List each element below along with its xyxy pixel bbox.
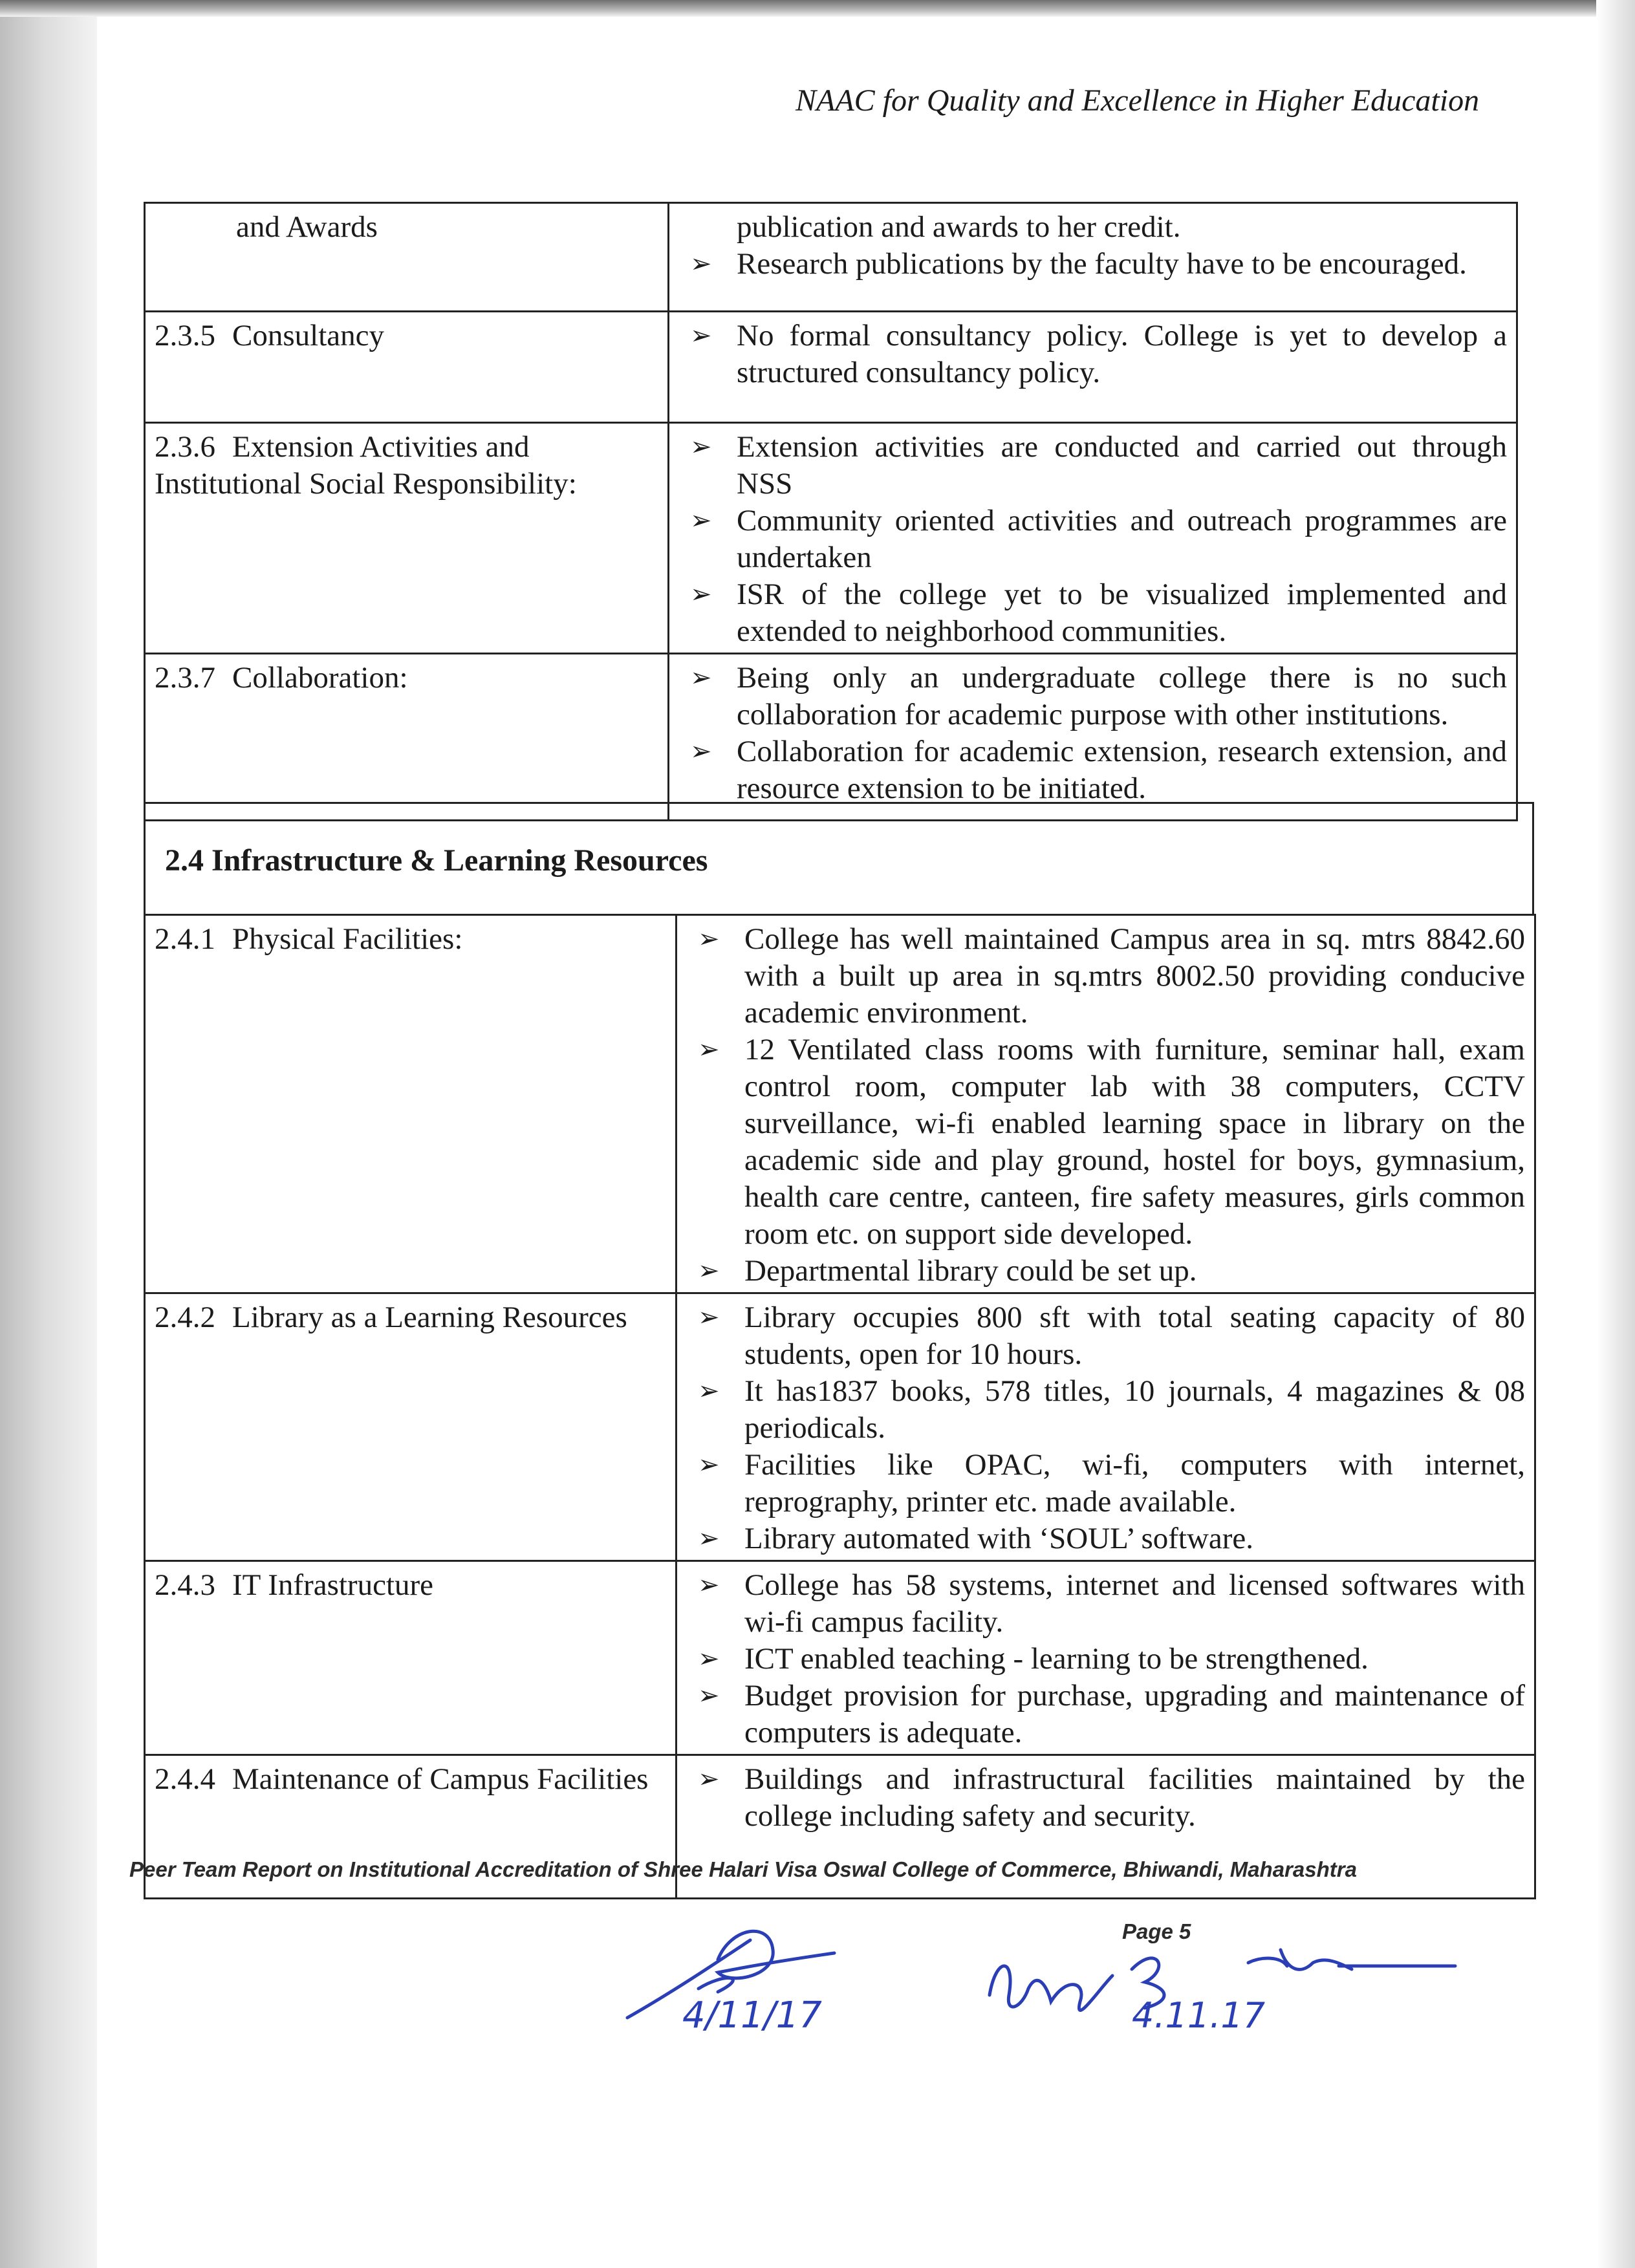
- list-item: [686, 1447, 1525, 1520]
- criterion-label: Extension Activities and Institutional Social Responsibility:: [155, 430, 577, 501]
- bullet-arrow-icon: ➢: [690, 321, 712, 351]
- criterion-number: 2.4.1: [155, 922, 215, 956]
- observation-cell: [669, 654, 1517, 821]
- table-row: [145, 1561, 1535, 1755]
- observation-list: [686, 1299, 1525, 1557]
- list-item-text: Budget provision for purchase, upgrading and maintenance of computers is adequate.: [744, 1679, 1525, 1749]
- table-row: [145, 312, 1517, 423]
- bullet-arrow-icon: ➢: [690, 432, 712, 462]
- list-item: [686, 1761, 1525, 1835]
- list-item: [678, 576, 1507, 650]
- table-row: [145, 1293, 1535, 1561]
- bullet-arrow-icon: ➢: [698, 1256, 720, 1286]
- criterion-label-cell: [145, 203, 669, 312]
- observation-list: [678, 429, 1507, 650]
- scan-binding-shadow: [0, 0, 97, 2268]
- bullet-arrow-icon: ➢: [698, 1644, 720, 1674]
- table1: [144, 202, 1518, 821]
- criterion-number: 2.4.4: [155, 1762, 215, 1796]
- list-item: [678, 502, 1507, 576]
- criterion-label: Maintenance of Campus Facilities: [232, 1762, 649, 1796]
- criterion-label: Collaboration:: [232, 661, 408, 695]
- criterion-number: 2.3.6: [155, 430, 215, 464]
- bullet-arrow-icon: ➢: [698, 1302, 720, 1332]
- list-item: [686, 1520, 1525, 1557]
- section-title: 2.4 Infrastructure & Learning Resources: [165, 843, 708, 878]
- bullet-arrow-icon: ➢: [690, 249, 712, 279]
- list-item: [686, 1567, 1525, 1641]
- scan-right-edge: [1596, 0, 1635, 2268]
- table-criterion-2-4: [144, 914, 1534, 1853]
- bullet-arrow-icon: ➢: [698, 1681, 720, 1711]
- list-item: [678, 660, 1507, 733]
- list-item-text: Facilities like OPAC, wi-fi, computers with internet, reprography, printer etc. made available.: [744, 1448, 1525, 1518]
- page-number: Page 5: [1122, 1919, 1191, 1943]
- criterion-label: and Awards: [236, 210, 378, 244]
- observation-list: [686, 1761, 1525, 1835]
- observation-cell: [677, 1561, 1535, 1755]
- bullet-arrow-icon: ➢: [690, 737, 712, 766]
- bullet-arrow-icon: ➢: [698, 1450, 720, 1480]
- criterion-label: Consultancy: [232, 319, 384, 352]
- list-item-text: Library automated with ‘SOUL’ software.: [744, 1522, 1254, 1555]
- list-item: [678, 733, 1507, 807]
- criterion-label-cell: [145, 915, 677, 1293]
- list-item-text: College has 58 systems, internet and licensed softwares with wi-fi campus facility.: [744, 1568, 1525, 1639]
- observation-list: [678, 318, 1507, 391]
- list-item: [678, 246, 1507, 283]
- signature-right-date: 4.11.17: [1132, 1995, 1266, 2036]
- criterion-label: Physical Facilities:: [232, 922, 463, 956]
- list-item-text: Buildings and infrastructural facilities maintained by the college including safety and security.: [744, 1762, 1525, 1833]
- list-item: [678, 318, 1507, 391]
- observation-list: [678, 209, 1507, 283]
- observation-cell: [677, 915, 1535, 1293]
- table-row: [145, 423, 1517, 654]
- list-item-text: It has1837 books, 578 titles, 10 journals, 4 magazines & 08 periodicals.: [744, 1374, 1525, 1445]
- observation-list: [678, 660, 1507, 807]
- criterion-number: 2.3.7: [155, 661, 215, 695]
- table2: [144, 914, 1536, 1899]
- criterion-number: 2.4.3: [155, 1568, 215, 1602]
- table-row: [145, 915, 1535, 1293]
- list-item-text: No formal consultancy policy. College is yet to develop a structured consultancy policy.: [737, 319, 1507, 389]
- list-item-text: College has well maintained Campus area in sq. mtrs 8842.60 with a built up area in sq.mtrs 8002.50 providing conducive academic environment.: [744, 922, 1525, 1030]
- signature-left: [621, 1914, 854, 2044]
- section-block: [144, 802, 1534, 916]
- list-item: [678, 429, 1507, 502]
- list-item: [686, 1678, 1525, 1751]
- list-item-text: ISR of the college yet to be visualized implemented and extended to neighborhood communities.: [737, 578, 1507, 648]
- list-item-text: 12 Ventilated class rooms with furniture, seminar hall, exam control room, computer lab with 38 computers, CCTV surveillance, wi-fi enabled learning space in library on the academic side and play ground, hostel for boys, gymnasium, health care centre, canteen, fire safety measures, girls common room etc. on support side developed.: [744, 1033, 1525, 1251]
- list-item-text: Being only an undergraduate college there is no such collaboration for academic purpose with other institutions.: [737, 661, 1507, 731]
- list-item: [686, 1373, 1525, 1447]
- bullet-arrow-icon: ➢: [698, 1524, 720, 1553]
- list-item: [686, 921, 1525, 1031]
- list-item-text: ICT enabled teaching - learning to be strengthened.: [744, 1642, 1369, 1676]
- footer-report-title: Peer Team Report on Institutional Accreditation of Shree Halari Visa Oswal College of Commerce, Bhiwandi, Maharashtra: [129, 1857, 1357, 1881]
- criterion-number: 2.4.2: [155, 1301, 215, 1334]
- table-criterion-2-3: [144, 202, 1516, 805]
- bullet-arrow-icon: ➢: [690, 506, 712, 535]
- bullet-arrow-icon: ➢: [698, 1376, 720, 1406]
- list-item-text: Departmental library could be set up.: [744, 1254, 1197, 1288]
- bullet-arrow-icon: ➢: [698, 1035, 720, 1064]
- observation-cell: [677, 1293, 1535, 1561]
- bullet-arrow-icon: ➢: [690, 663, 712, 693]
- criterion-label-cell: [145, 312, 669, 423]
- signature-left-date: 4/11/17: [682, 1994, 822, 2036]
- list-item: [686, 1641, 1525, 1678]
- signature-right: [977, 1930, 1468, 2047]
- criterion-label: IT Infrastructure: [232, 1568, 434, 1602]
- criterion-number: 2.3.5: [155, 319, 215, 352]
- list-item-text: Extension activities are conducted and carried out through NSS: [737, 430, 1507, 501]
- list-item: [686, 1299, 1525, 1373]
- observation-list: [686, 1567, 1525, 1751]
- scan-top-edge: [0, 0, 1635, 17]
- criterion-label: Library as a Learning Resources: [232, 1301, 627, 1334]
- list-item-text: Collaboration for academic extension, research extension, and resource extension to be initiated.: [737, 735, 1507, 805]
- list-item-text: Community oriented activities and outreach programmes are undertaken: [737, 504, 1507, 574]
- criterion-label-cell: [145, 1561, 677, 1755]
- observation-cell: [669, 312, 1517, 423]
- list-item: [686, 1031, 1525, 1253]
- observation-cell: [669, 203, 1517, 312]
- list-item-text: publication and awards to her credit.: [737, 210, 1181, 244]
- list-item-text: Library occupies 800 sft with total seating capacity of 80 students, open for 10 hours.: [744, 1301, 1525, 1371]
- table-row: [145, 203, 1517, 312]
- table-row: [145, 654, 1517, 821]
- bullet-arrow-icon: ➢: [698, 924, 720, 954]
- bullet-arrow-icon: ➢: [698, 1570, 720, 1600]
- criterion-label-cell: [145, 1293, 677, 1561]
- criterion-label-cell: [145, 654, 669, 821]
- running-header: NAAC for Quality and Excellence in Higher Education: [796, 83, 1480, 118]
- list-item: [686, 1253, 1525, 1290]
- observation-list: [686, 921, 1525, 1290]
- criterion-label-cell: [145, 423, 669, 654]
- observation-cell: [669, 423, 1517, 654]
- bullet-arrow-icon: ➢: [690, 579, 712, 609]
- bullet-arrow-icon: ➢: [698, 1764, 720, 1794]
- list-item: [678, 209, 1507, 246]
- list-item-text: Research publications by the faculty have to be encouraged.: [737, 247, 1467, 281]
